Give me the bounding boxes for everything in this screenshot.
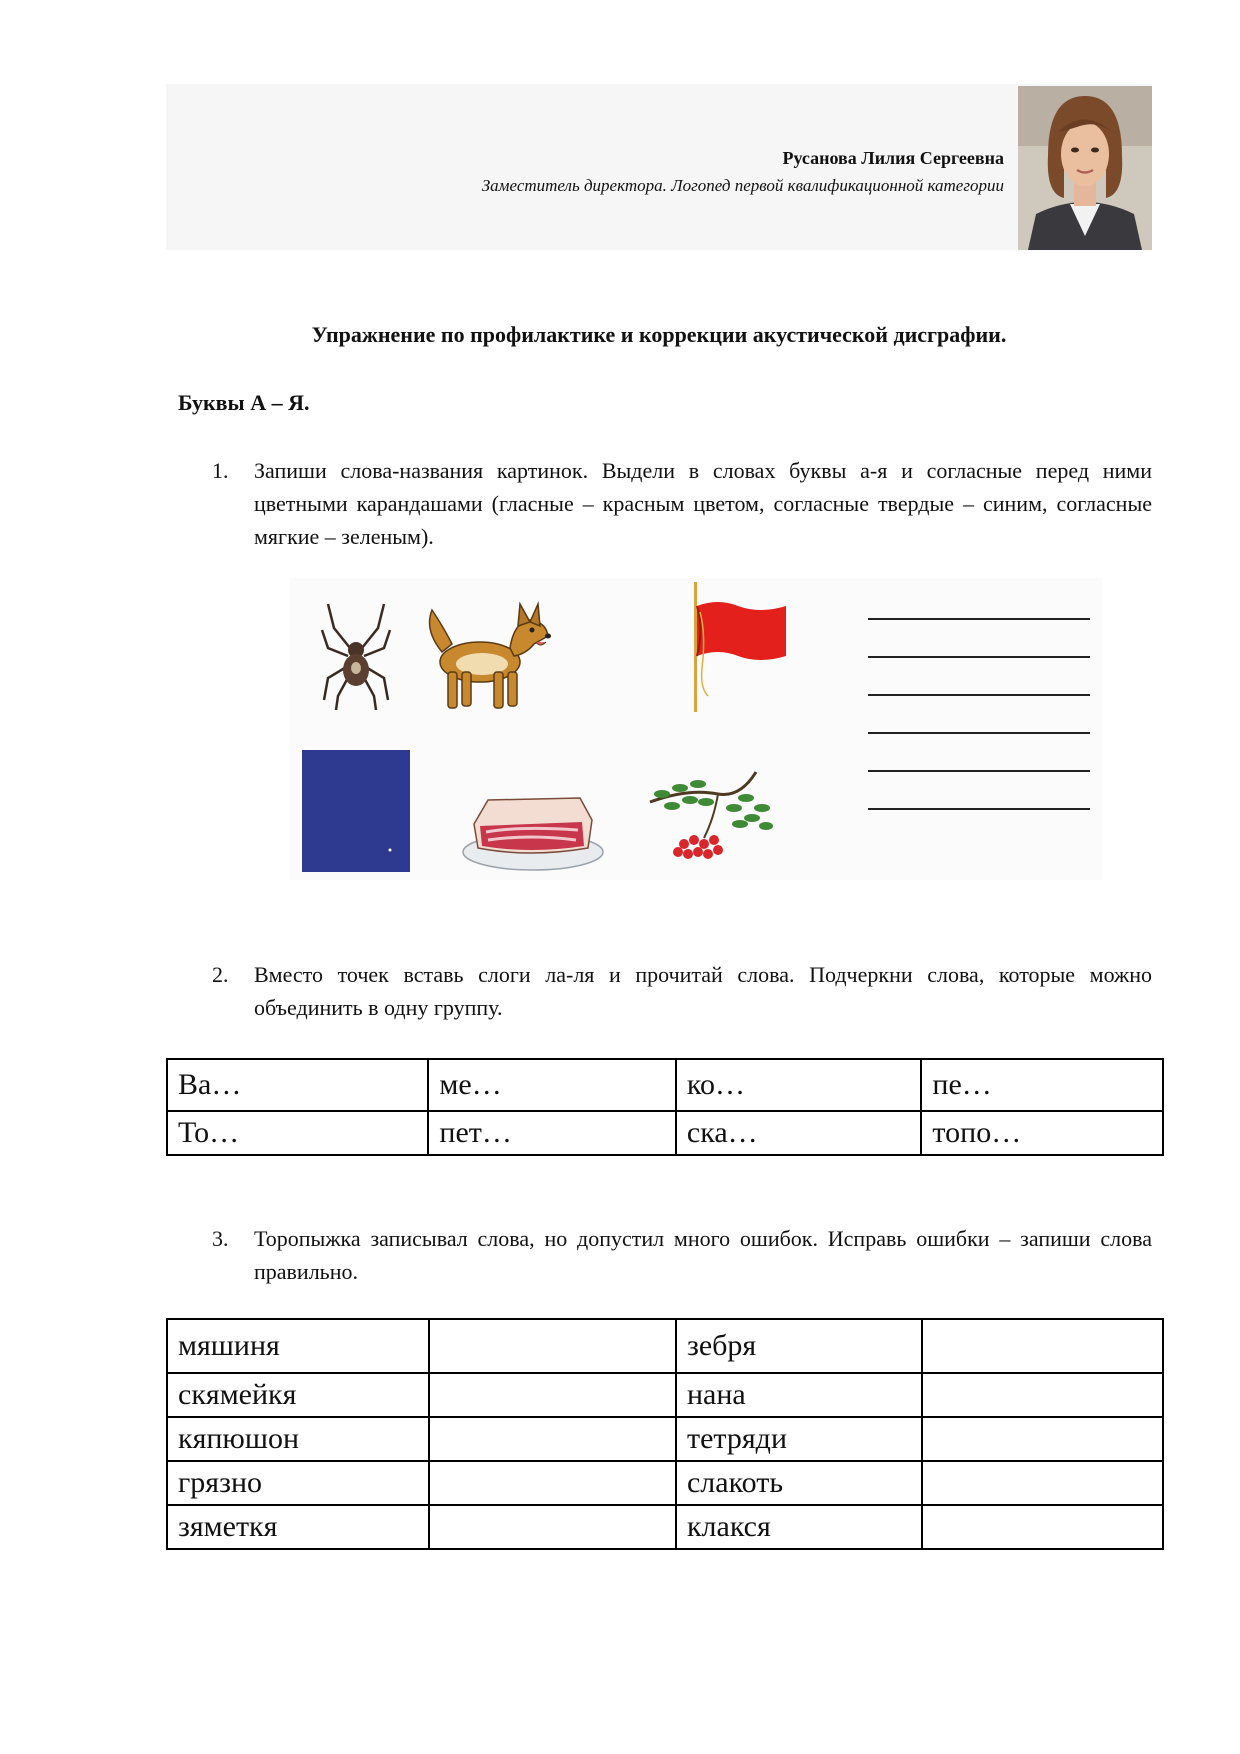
table-row bbox=[167, 1417, 1163, 1461]
task-text: Вместо точек вставь слоги ла-ля и прочитай слова. Подчеркни слова, которые можно объединить в одну группу. bbox=[254, 962, 1152, 1020]
page-subtitle: Буквы А – Я. bbox=[178, 390, 310, 415]
header-banner bbox=[166, 84, 1152, 250]
task-text: Запиши слова-названия картинок. Выдели в словах буквы а-я и согласные перед ними цветными карандашами (гласные – красным цветом, согласные твердые – синим, согласные мягкие – зеленым). bbox=[254, 458, 1152, 549]
misspelled-word: мяшиня bbox=[167, 1319, 429, 1373]
rowan-image bbox=[648, 768, 774, 874]
table-cell: То… bbox=[167, 1111, 428, 1155]
task-number: 1. bbox=[212, 458, 229, 483]
table-cell: ска… bbox=[676, 1111, 922, 1155]
misspelled-word: кяпюшон bbox=[167, 1417, 429, 1461]
table-cell: Ва… bbox=[167, 1059, 428, 1111]
answer-cell[interactable] bbox=[429, 1319, 676, 1373]
misspelled-word: грязно bbox=[167, 1461, 429, 1505]
answer-line bbox=[868, 694, 1090, 696]
task-1 bbox=[212, 454, 1152, 553]
answer-cell[interactable] bbox=[922, 1417, 1163, 1461]
table-cell: топо… bbox=[921, 1111, 1163, 1155]
table-row bbox=[167, 1373, 1163, 1417]
task-text: Торопыжка записывал слова, но допустил много ошибок. Исправь ошибки – запиши слова правильно. bbox=[254, 1226, 1152, 1284]
answer-line bbox=[868, 732, 1090, 734]
author-photo bbox=[1018, 86, 1152, 250]
task-3 bbox=[212, 1222, 1152, 1288]
pictures-panel bbox=[290, 578, 1102, 880]
meat-image bbox=[460, 790, 606, 874]
answer-cell[interactable] bbox=[922, 1319, 1163, 1373]
answer-line bbox=[868, 770, 1090, 772]
dog-image bbox=[422, 600, 552, 714]
answer-cell[interactable] bbox=[429, 1505, 676, 1549]
answer-cell[interactable] bbox=[922, 1505, 1163, 1549]
task-number: 3. bbox=[212, 1226, 229, 1251]
misspelled-word: нана bbox=[676, 1373, 922, 1417]
misspelled-word: скямейкя bbox=[167, 1373, 429, 1417]
misspelled-word: клакся bbox=[676, 1505, 922, 1549]
task-number: 2. bbox=[212, 962, 229, 987]
table-row bbox=[167, 1059, 1163, 1111]
answer-cell[interactable] bbox=[429, 1373, 676, 1417]
answer-line bbox=[868, 808, 1090, 810]
misspelled-word: тетряди bbox=[676, 1417, 922, 1461]
flag-image bbox=[688, 578, 792, 714]
author-name: Русанова Лилия Сергеевна bbox=[782, 148, 1004, 168]
table-cell: пет… bbox=[428, 1111, 676, 1155]
table-row bbox=[167, 1461, 1163, 1505]
answer-cell[interactable] bbox=[429, 1417, 676, 1461]
misspelled-word: зебря bbox=[676, 1319, 922, 1373]
page-title: Упражнение по профилактике и коррекции акустической дисграфии. bbox=[311, 322, 1007, 347]
table-row bbox=[167, 1505, 1163, 1549]
corrections-table bbox=[166, 1318, 1164, 1550]
misspelled-word: слакоть bbox=[676, 1461, 922, 1505]
misspelled-word: зяметкя bbox=[167, 1505, 429, 1549]
table-cell: пе… bbox=[921, 1059, 1163, 1111]
answer-cell[interactable] bbox=[922, 1373, 1163, 1417]
answer-cell[interactable] bbox=[429, 1461, 676, 1505]
table-cell: ко… bbox=[676, 1059, 922, 1111]
table-row bbox=[167, 1319, 1163, 1373]
answer-cell[interactable] bbox=[922, 1461, 1163, 1505]
answer-line bbox=[868, 618, 1090, 620]
table-cell: ме… bbox=[428, 1059, 676, 1111]
task-2 bbox=[212, 958, 1152, 1024]
syllables-table bbox=[166, 1058, 1164, 1156]
table-row bbox=[167, 1111, 1163, 1155]
spider-image bbox=[320, 600, 392, 712]
moon-image bbox=[302, 750, 410, 872]
author-role: Заместитель директора. Логопед первой квалификационной категории bbox=[481, 176, 1004, 195]
answer-line bbox=[868, 656, 1090, 658]
